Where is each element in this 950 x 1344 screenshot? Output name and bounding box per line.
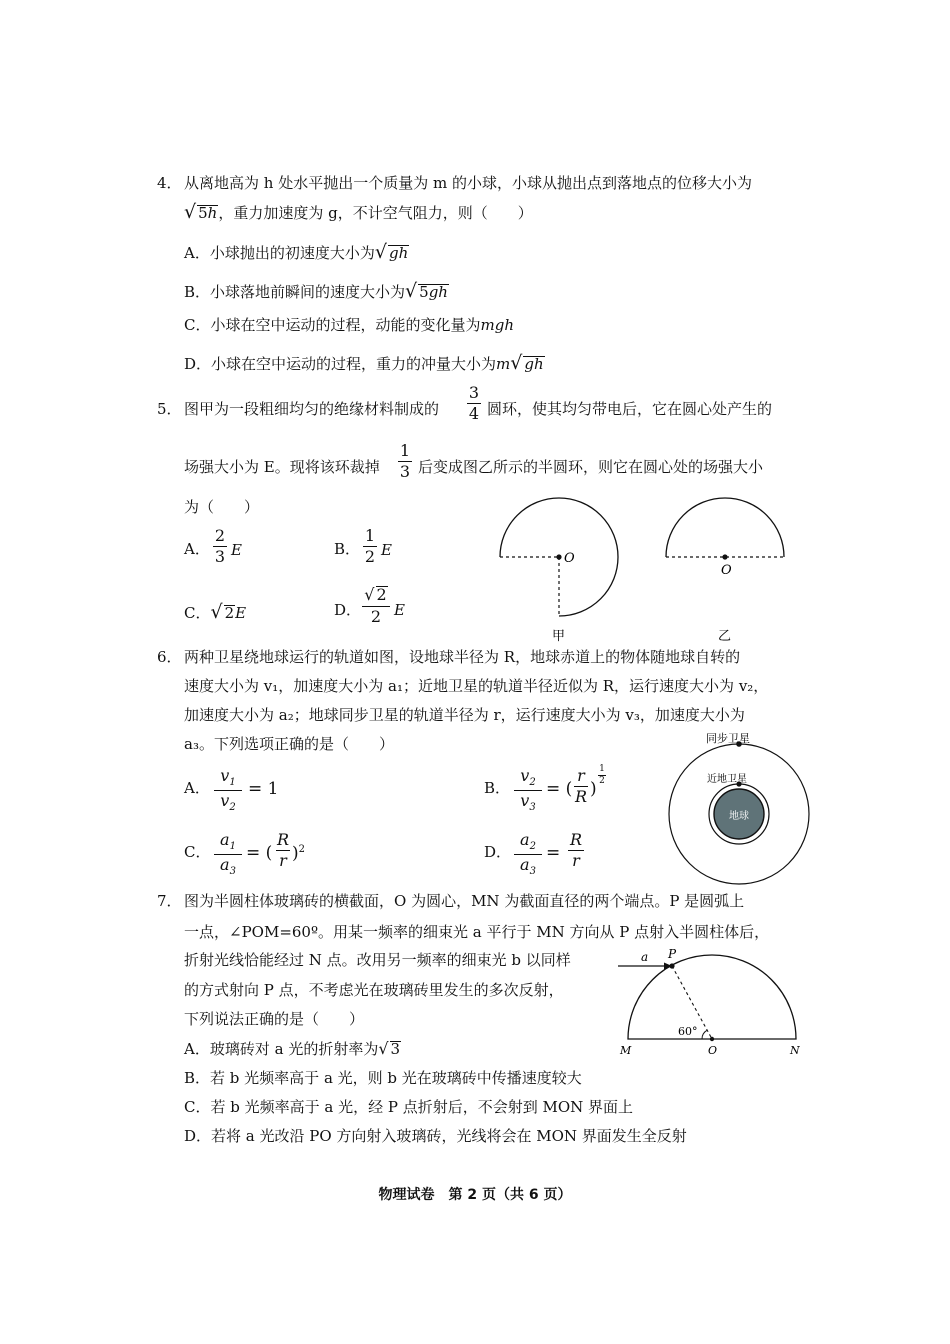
q5-option-b-label: B． <box>334 540 361 558</box>
q5-option-c: C．√ 2E <box>184 601 247 623</box>
q5-fraction-three-quarters: 3 4 <box>468 383 480 423</box>
q7-option-d: D．若将 a 光改沿 PO 方向射入玻璃砖，光线将会在 MON 界面发生全反射 <box>184 1127 687 1145</box>
q5-option-a-label: A． <box>184 540 210 558</box>
label-m: M <box>620 1044 632 1057</box>
q4-option-c: C．小球在空中运动的过程，动能的变化量为mgh <box>184 316 514 334</box>
q4-stem-line1: 从离地高为 h 处水平抛出一个质量为 m 的小球，小球从抛出点到落地点的位移大小为 <box>184 174 752 192</box>
q5-option-b-fraction: 1 2 <box>364 526 376 566</box>
page-footer: 物理试卷 第 2 页（共 6 页） <box>378 1187 572 1203</box>
q7-line3: 折射光线恰能经过 N 点。改用另一频率的细束光 b 以同样 <box>184 951 571 969</box>
q6-option-b-inner-fraction: r R <box>574 766 588 806</box>
q6-option-a-rhs: = 1 <box>248 779 279 799</box>
center-point-o <box>722 554 727 559</box>
label-n: N <box>790 1044 800 1057</box>
label-o: O <box>564 551 575 566</box>
q6-option-b-exponent: 1 2 <box>599 764 605 786</box>
semicircle-ring <box>666 498 784 557</box>
q4-option-b: B．小球落地前瞬间的速度大小为√ 5gh <box>184 280 448 302</box>
q7-line5: 下列说法正确的是（ ） <box>184 1010 365 1028</box>
q7-number: 7． <box>157 892 182 910</box>
glass-semicircle <box>628 955 796 1039</box>
q5-option-d-fraction: √ 2 2 <box>362 586 390 625</box>
q6-option-b-label: B． <box>484 779 511 797</box>
q5-fraction-one-third: 1 3 <box>399 441 411 481</box>
q6-option-d-inner-fraction: R r <box>569 830 583 870</box>
fig-yi-label: 乙 <box>718 629 732 644</box>
q7-line4: 的方式射向 P 点，不考虑光在玻璃砖里发生的多次反射， <box>184 981 564 999</box>
label-angle: 60° <box>678 1025 698 1038</box>
q5-option-d-symbol: E <box>394 601 405 619</box>
q6-option-c-inner-fraction: R r <box>276 830 290 870</box>
q6-option-c-eq: = ( <box>246 843 273 863</box>
q6-option-c-close: )$^2$ <box>292 843 306 864</box>
q7-option-c: C．若 b 光频率高于 a 光，经 P 点折射后，不会射到 MON 界面上 <box>184 1098 634 1116</box>
q7-line2: 一点，∠POM=60º。用某一频率的细束光 a 平行于 MN 方向从 P 点射入半圆柱体后， <box>184 923 770 941</box>
q5-option-a-fraction: 2 3 <box>214 526 226 566</box>
fig-jia-label: 甲 <box>552 629 566 644</box>
q7-semicircle-figure <box>612 944 812 1060</box>
q7-option-b: B．若 b 光频率高于 a 光，则 b 光在玻璃砖中传播速度较大 <box>184 1069 582 1087</box>
q6-line2: 速度大小为 v₁，加速度大小为 a₁；近地卫星的轨道半径近似为 R，运行速度大小为 v₂， <box>184 677 769 695</box>
q6-line3: 加速度大小为 a₂；地球同步卫星的轨道半径为 r，运行速度大小为 v₃，加速度大小为 <box>184 706 745 724</box>
angle-arc <box>702 1030 707 1039</box>
q5-option-d-label: D． <box>334 601 362 619</box>
q6-option-b-fraction: $v_2$ $v_3$ <box>514 768 542 813</box>
q5-line3: 为（ ） <box>184 498 260 516</box>
label-p: P <box>668 947 677 961</box>
q5-figure-jia <box>500 498 618 644</box>
sync-satellite-label: 同步卫星 <box>706 732 750 745</box>
q7-option-a: A．玻璃砖对 a 光的折射率为√ 3 <box>184 1039 401 1058</box>
q5-figure-yi <box>666 498 784 644</box>
label-o: O <box>708 1044 718 1057</box>
q4-stem-line2: √ 5h，重力加速度为 g，不计空气阻力，则（ ） <box>184 201 533 223</box>
center-point-o <box>556 554 561 559</box>
q4-number: 4． <box>157 174 182 192</box>
q5-option-a-symbol: E <box>231 541 242 559</box>
q6-number: 6． <box>157 648 182 666</box>
q6-option-b-eq: = ( <box>546 779 573 799</box>
q5-number: 5． <box>157 400 182 418</box>
q6-option-d-label: D． <box>484 843 512 861</box>
q4-option-a: A．小球抛出的初速度大小为√ gh <box>184 241 409 263</box>
point-p <box>669 963 674 968</box>
q5-figures <box>490 488 810 648</box>
label-a: a <box>641 950 649 964</box>
q7-line1: 图为半圆柱体玻璃砖的横截面，O 为圆心，MN 为截面直径的两个端点。P 是圆弧上 <box>184 892 745 910</box>
q6-line1: 两种卫星绕地球运行的轨道如图，设地球半径为 R，地球赤道上的物体随地球自转的 <box>184 648 741 666</box>
earth-label: 地球 <box>729 811 749 822</box>
q5-line2-b: 后变成图乙所示的半圆环，则它在圆心处的场强大小 <box>418 458 764 476</box>
point-o <box>710 1037 714 1041</box>
q6-option-b-close: ) <box>590 779 597 799</box>
q6-option-a-fraction: $v_1$ $v_2$ <box>214 768 242 813</box>
q4-option-d: D．小球在空中运动的过程，重力的冲量大小为m√ gh <box>184 352 544 374</box>
q6-option-d-eq: = <box>546 843 561 863</box>
q5-line1-a: 图甲为一段粗细均匀的绝缘材料制成的 <box>184 400 440 418</box>
q6-option-c-label: C． <box>184 843 211 861</box>
q5-line2-a: 场强大小为 E。现将该环裁掉 <box>184 458 380 476</box>
q5-option-b-symbol: E <box>381 541 392 559</box>
q5-line1-b: 圆环，使其均匀带电后，它在圆心处产生的 <box>487 400 773 418</box>
near-satellite-label: 近地卫星 <box>707 774 747 785</box>
q6-orbit-figure <box>655 728 825 888</box>
q6-option-c-fraction: $a_1$ $a_3$ <box>214 832 242 877</box>
q6-option-a-label: A． <box>184 779 210 797</box>
q6-option-d-fraction: $a_2$ $a_3$ <box>514 832 542 877</box>
q6-line4: a₃。下列选项正确的是（ ） <box>184 735 394 753</box>
label-o: O <box>721 563 732 578</box>
